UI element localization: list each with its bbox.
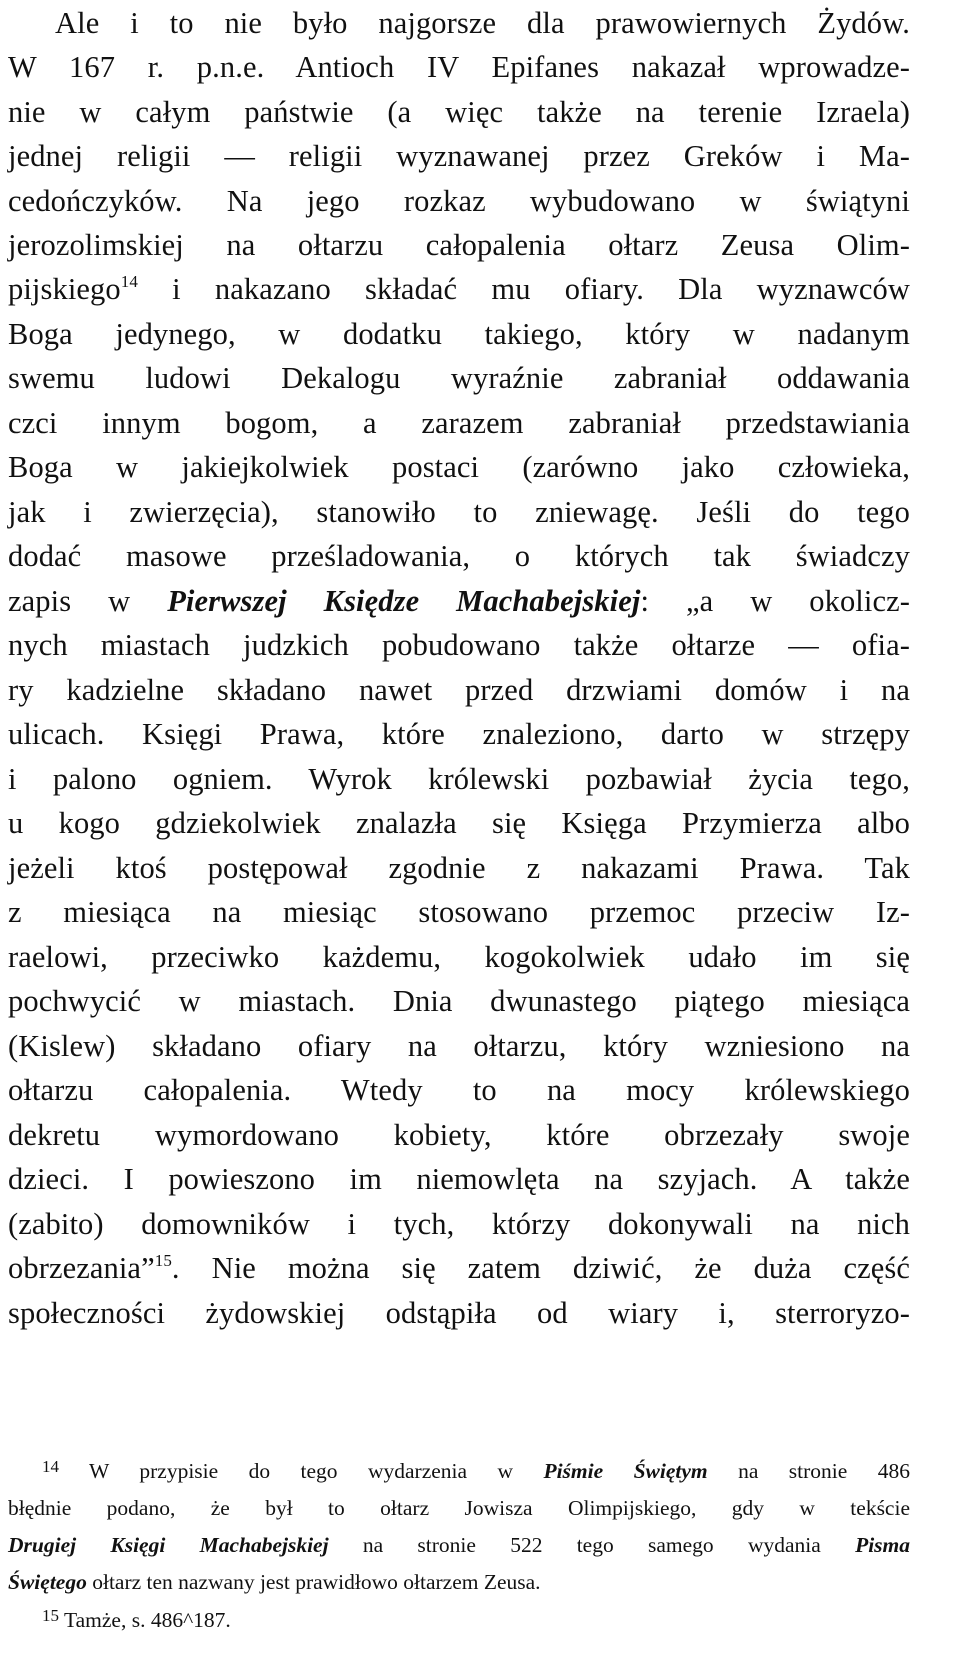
text-line: cedończyków. Na jego rozkaz wybudowano w świątyni bbox=[8, 184, 910, 218]
footnote-line bbox=[8, 1527, 910, 1563]
footnote-ref-14[interactable]: 14 bbox=[120, 272, 138, 291]
footnote-15 bbox=[8, 1602, 910, 1638]
text-line: społeczności żydowskiej odstąpiła od wiary i, sterroryzo- bbox=[8, 1296, 910, 1330]
text-fragment: W przypisie do tego wydarzenia w bbox=[89, 1459, 544, 1483]
text-line: ołtarzu całopalenia. Wtedy to na mocy królewskiego bbox=[8, 1073, 910, 1107]
text-line bbox=[8, 266, 910, 312]
text-line: dzieci. I powieszono im niemowlęta na szyjach. A także bbox=[8, 1162, 910, 1196]
footnote-line bbox=[8, 1564, 910, 1600]
text-line: (zabito) domowników i tych, którzy dokonywali na nich bbox=[8, 1207, 910, 1241]
text-line: (Kislew) składano ofiary na ołtarzu, który wzniesiono na bbox=[8, 1029, 910, 1063]
text-line: Boga jedynego, w dodatku takiego, który w nadanym bbox=[8, 317, 910, 351]
text-line: pochwycić w miastach. Dnia dwunastego piątego miesiąca bbox=[8, 984, 910, 1018]
text-fragment: na stronie 522 tego samego wydania bbox=[328, 1533, 856, 1557]
book-title: Drugiej Księgi Machabejskiej bbox=[8, 1533, 329, 1557]
footnote-14 bbox=[8, 1453, 910, 1489]
text-line: Boga w jakiejkolwiek postaci (zarówno jako człowieka, bbox=[8, 450, 910, 484]
text-line bbox=[8, 578, 910, 624]
text-line: jerozolimskiej na ołtarzu całopalenia ołtarz Zeusa Olim- bbox=[8, 228, 910, 262]
text-fragment: zapis w bbox=[8, 584, 168, 618]
text-line: ulicach. Księgi Prawa, które znaleziono, darto w strzępy bbox=[8, 717, 910, 751]
text-fragment: obrzezania” bbox=[8, 1251, 155, 1285]
footnote-marker: 15 bbox=[42, 1606, 59, 1625]
text-fragment: i nakazano składać mu ofiary. Dla wyznawców bbox=[137, 272, 910, 306]
text-line: i palono ogniem. Wyrok królewski pozbawiał życia tego, bbox=[8, 762, 910, 796]
text-fragment: pijskiego bbox=[8, 272, 121, 306]
footnote-ref-15[interactable]: 15 bbox=[154, 1251, 172, 1270]
text-line: W 167 r. p.n.e. Antioch IV Epifanes nakazał wprowadze- bbox=[8, 50, 910, 84]
text-line: raelowi, przeciwko każdemu, kogokolwiek udało im się bbox=[8, 940, 910, 974]
text-fragment: na stronie 486 bbox=[707, 1459, 910, 1483]
book-title: Pisma bbox=[855, 1533, 911, 1557]
book-title: Świętego bbox=[8, 1570, 87, 1594]
text-line bbox=[8, 1245, 910, 1291]
text-fragment: . Nie można się zatem dziwić, że duża część bbox=[171, 1251, 910, 1285]
text-line: nie w całym państwie (a więc także na terenie Izraela) bbox=[8, 95, 910, 129]
text-fragment: Tamże, s. 486^187. bbox=[59, 1608, 231, 1632]
text-line: Ale i to nie było najgorsze dla prawowiernych Żydów. bbox=[55, 6, 910, 40]
text-line: ry kadzielne składano nawet przed drzwiami domów i na bbox=[8, 673, 910, 707]
text-fragment: ołtarz ten nazwany jest prawidłowo ołtarzem Zeusa. bbox=[86, 1570, 541, 1594]
text-line: czci innym bogom, a zarazem zabraniał przedstawiania bbox=[8, 406, 910, 440]
text-line: dekretu wymordowano kobiety, które obrzezały swoje bbox=[8, 1118, 910, 1152]
book-title: Pierwszej Księdze Machabejskiej bbox=[167, 584, 641, 618]
text-line: jak i zwierzęcia), stanowiło to zniewagę. Jeśli do tego bbox=[8, 495, 910, 529]
text-line: nych miastach judzkich pobudowano także ołtarze — ofia- bbox=[8, 628, 910, 662]
footnote-line: błędnie podano, że był to ołtarz Jowisza Olimpijskiego, gdy w tekście bbox=[8, 1496, 910, 1520]
text-line: jednej religii — religii wyznawanej przez Greków i Ma- bbox=[8, 139, 910, 173]
text-fragment: : „a w okolicz- bbox=[640, 584, 910, 618]
text-line: swemu ludowi Dekalogu wyraźnie zabraniał oddawania bbox=[8, 361, 910, 395]
text-line: z miesiąca na miesiąc stosowano przemoc przeciw Iz- bbox=[8, 895, 910, 929]
text-line: dodać masowe prześladowania, o których tak świadczy bbox=[8, 539, 910, 573]
text-line: jeżeli ktoś postępował zgodnie z nakazami Prawa. Tak bbox=[8, 851, 910, 885]
book-title: Piśmie Świętym bbox=[543, 1459, 708, 1483]
footnote-marker: 14 bbox=[42, 1457, 59, 1476]
text-line: u kogo gdziekolwiek znalazła się Księga Przymierza albo bbox=[8, 806, 910, 840]
